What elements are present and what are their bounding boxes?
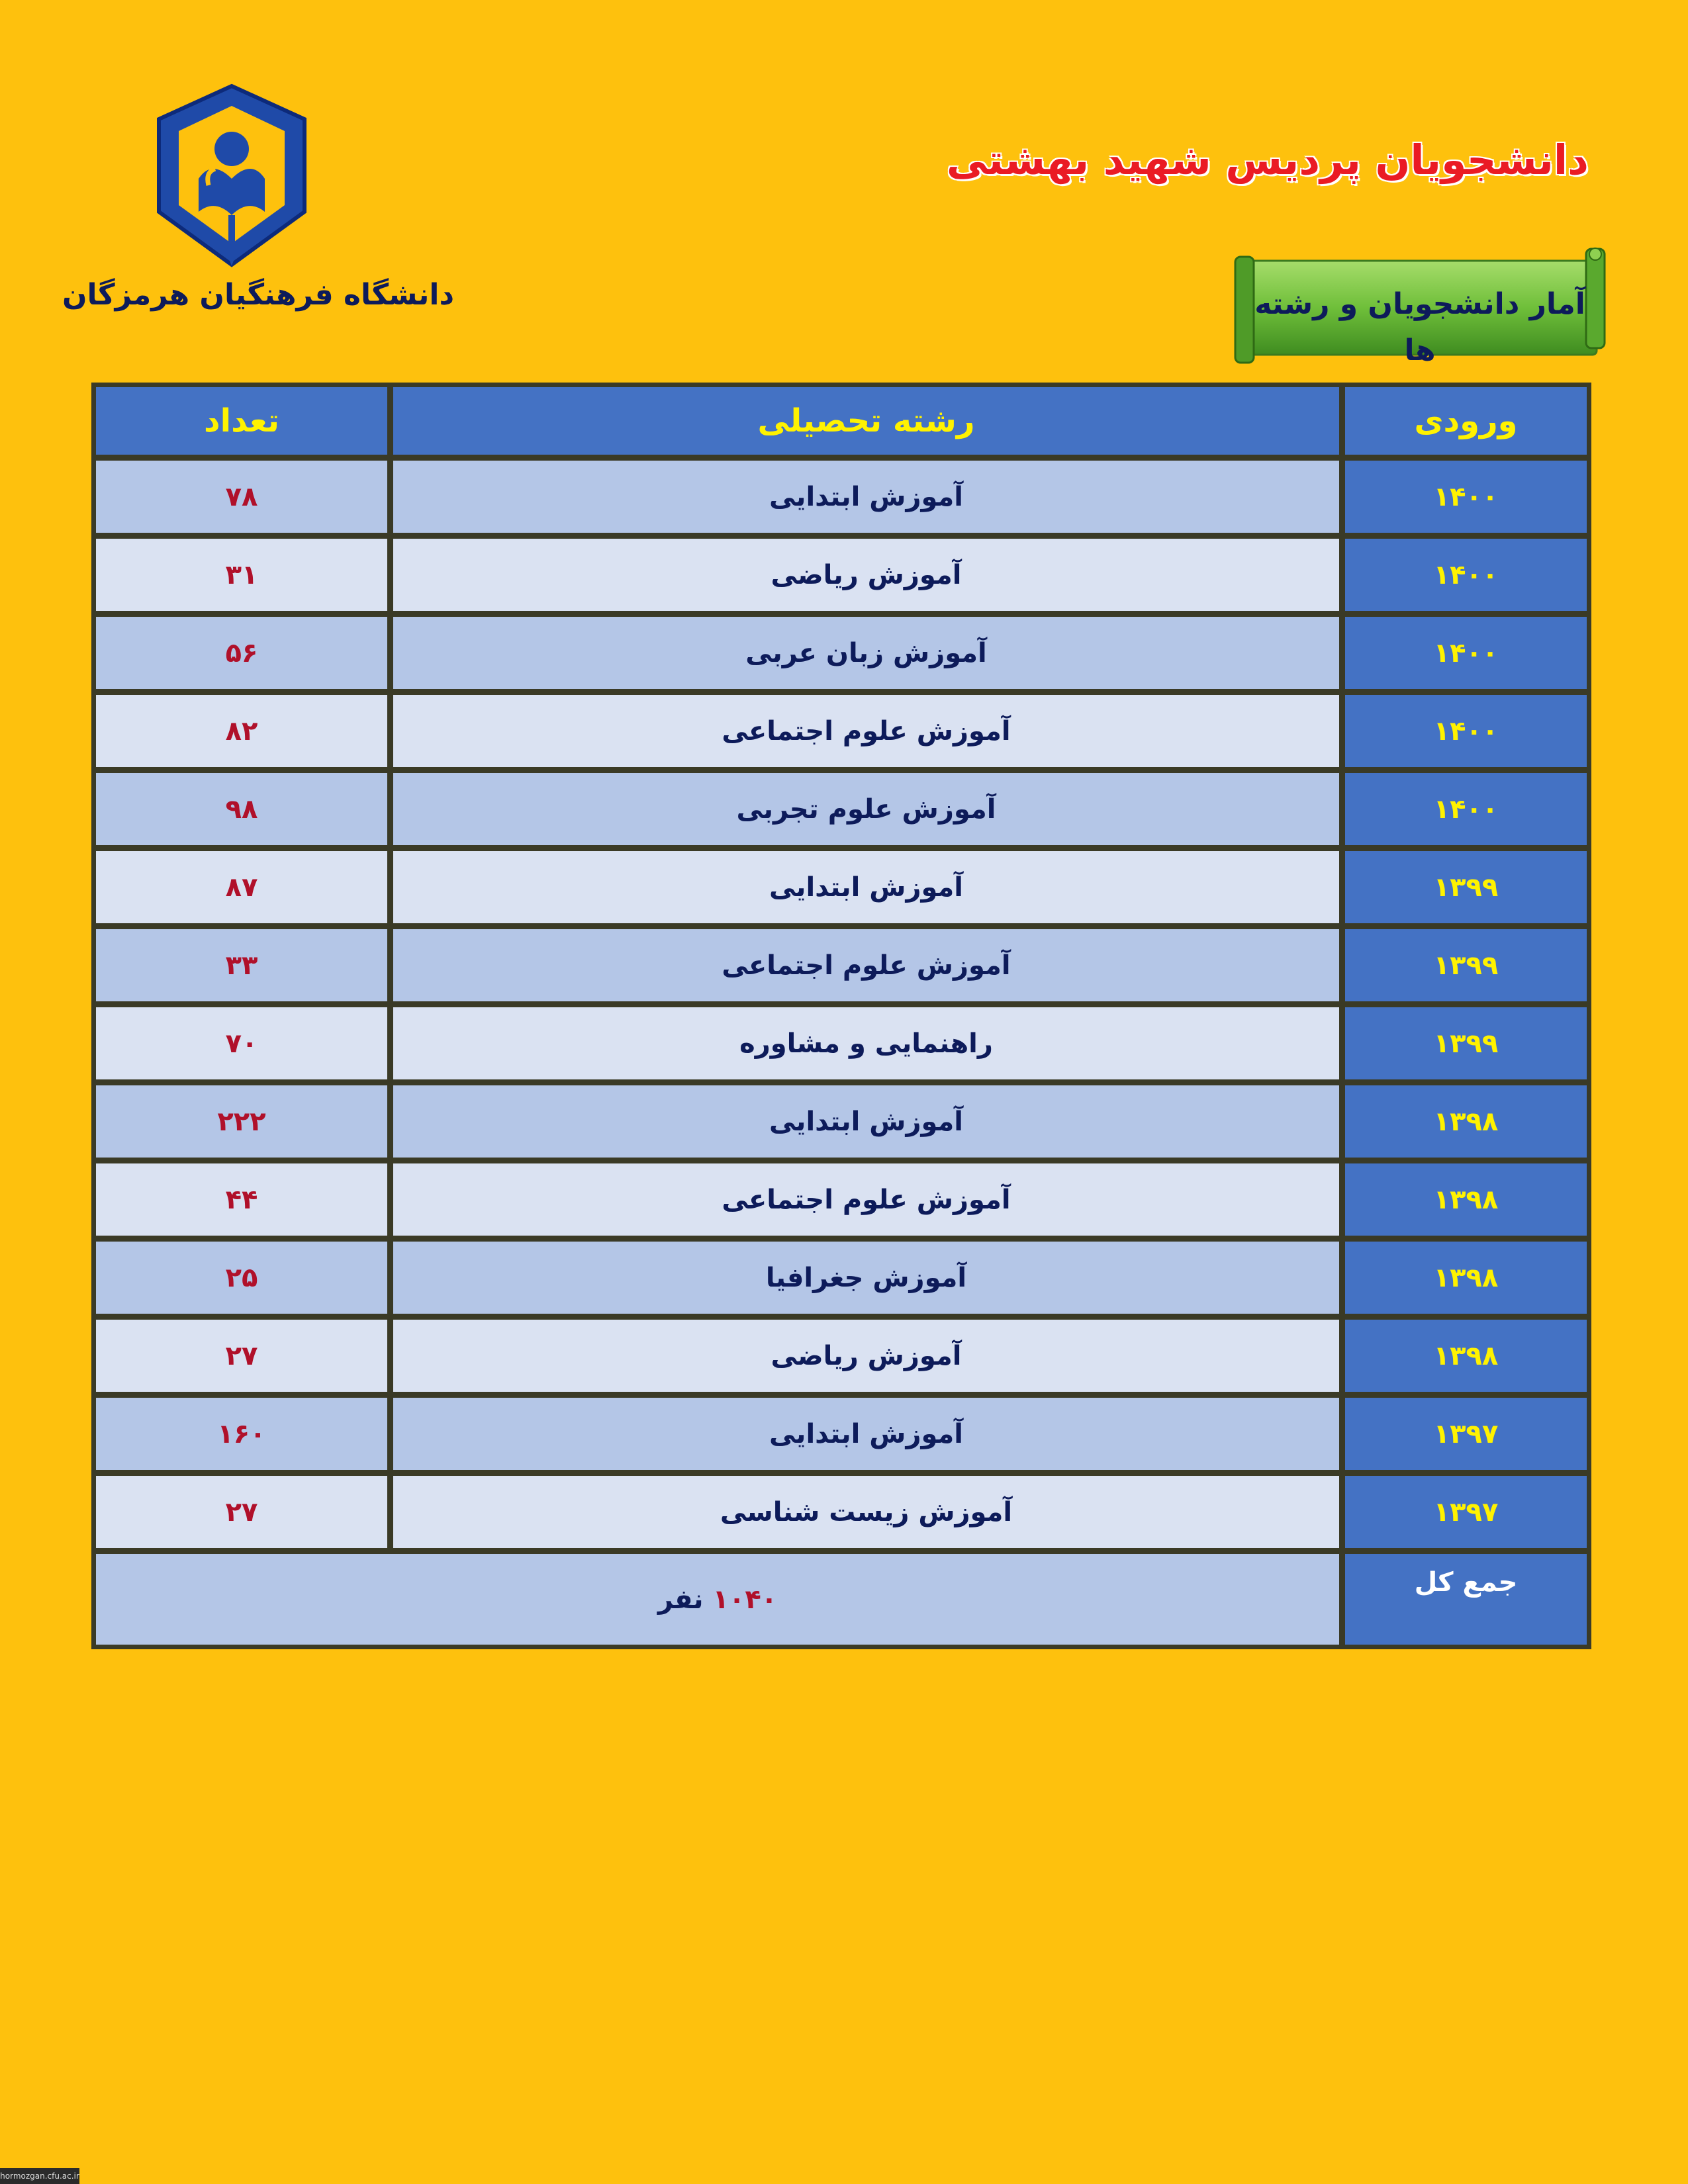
table-row — [95, 537, 1588, 612]
year-cell: ۱۳۹۸ — [1344, 1240, 1588, 1315]
count-cell: ۴۴ — [95, 1162, 389, 1237]
footer-badge: hormozgan.cfu.ac.ir — [0, 2168, 79, 2184]
major-cell: آموزش ریاضی — [392, 537, 1340, 612]
year-cell: ۱۴۰۰ — [1344, 694, 1588, 768]
major-cell: آموزش جغرافیا — [392, 1240, 1340, 1315]
major-cell: آموزش علوم تجربی — [392, 772, 1340, 846]
total-unit: نفر — [657, 1584, 704, 1615]
count-cell: ۱۶۰ — [95, 1396, 389, 1471]
year-cell: ۱۳۹۸ — [1344, 1318, 1588, 1393]
count-cell: ۳۱ — [95, 537, 389, 612]
year-cell: ۱۳۹۸ — [1344, 1084, 1588, 1159]
count-cell: ۹۸ — [95, 772, 389, 846]
major-cell: راهنمایی و مشاوره — [392, 1006, 1340, 1081]
major-cell: آموزش ریاضی — [392, 1318, 1340, 1393]
table-row — [95, 1162, 1588, 1237]
year-cell: ۱۳۹۷ — [1344, 1396, 1588, 1471]
header-count: تعداد — [95, 386, 389, 456]
count-cell: ۲۲۲ — [95, 1084, 389, 1159]
count-cell: ۲۷ — [95, 1475, 389, 1549]
year-cell: ۱۳۹۷ — [1344, 1475, 1588, 1549]
campus-title: دانشجویان پردیس شهید بهشتی — [946, 136, 1589, 184]
table-row — [95, 928, 1588, 1003]
major-cell: آموزش ابتدایی — [392, 1396, 1340, 1471]
table-row — [95, 850, 1588, 925]
year-cell: ۱۳۹۹ — [1344, 850, 1588, 925]
table-row — [95, 1240, 1588, 1315]
year-cell: ۱۴۰۰ — [1344, 615, 1588, 690]
count-cell: ۷۸ — [95, 459, 389, 534]
table-row — [95, 1396, 1588, 1471]
major-cell: آموزش علوم اجتماعی — [392, 1162, 1340, 1237]
university-logo — [146, 79, 318, 271]
table-row — [95, 1475, 1588, 1549]
year-cell: ۱۴۰۰ — [1344, 537, 1588, 612]
total-label: جمع کل — [1344, 1553, 1588, 1646]
table-row — [95, 1084, 1588, 1159]
major-cell: آموزش ابتدایی — [392, 850, 1340, 925]
major-cell: آموزش زبان عربی — [392, 615, 1340, 690]
major-cell: آموزش زیست شناسی — [392, 1475, 1340, 1549]
count-cell: ۲۷ — [95, 1318, 389, 1393]
total-value-cell — [95, 1553, 1340, 1646]
year-cell: ۱۴۰۰ — [1344, 772, 1588, 846]
header-year: ورودی — [1344, 386, 1588, 456]
count-cell: ۳۳ — [95, 928, 389, 1003]
table-row — [95, 615, 1588, 690]
year-cell: ۱۳۹۹ — [1344, 1006, 1588, 1081]
table-row — [95, 1318, 1588, 1393]
total-count: ۱۰۴۰ — [712, 1584, 778, 1615]
count-cell: ۸۷ — [95, 850, 389, 925]
major-cell: آموزش ابتدایی — [392, 1084, 1340, 1159]
students-statistics-table — [91, 383, 1591, 1649]
university-name: دانشگاه فرهنگیان هرمزگان — [62, 278, 455, 312]
section-title: آمار دانشجویان و رشته ها — [1254, 287, 1585, 367]
count-cell: ۲۵ — [95, 1240, 389, 1315]
table-row — [95, 694, 1588, 768]
year-cell: ۱۳۹۹ — [1344, 928, 1588, 1003]
count-cell: ۵۶ — [95, 615, 389, 690]
year-cell: ۱۴۰۰ — [1344, 459, 1588, 534]
major-cell: آموزش ابتدایی — [392, 459, 1340, 534]
year-cell: ۱۳۹۸ — [1344, 1162, 1588, 1237]
table-row — [95, 772, 1588, 846]
major-cell: آموزش علوم اجتماعی — [392, 694, 1340, 768]
table-row — [95, 1006, 1588, 1081]
count-cell: ۸۲ — [95, 694, 389, 768]
table-row — [95, 459, 1588, 534]
total-row — [95, 1553, 1588, 1646]
major-cell: آموزش علوم اجتماعی — [392, 928, 1340, 1003]
header-major: رشته تحصیلی — [392, 386, 1340, 456]
count-cell: ۷۰ — [95, 1006, 389, 1081]
table-header-row — [95, 386, 1588, 456]
